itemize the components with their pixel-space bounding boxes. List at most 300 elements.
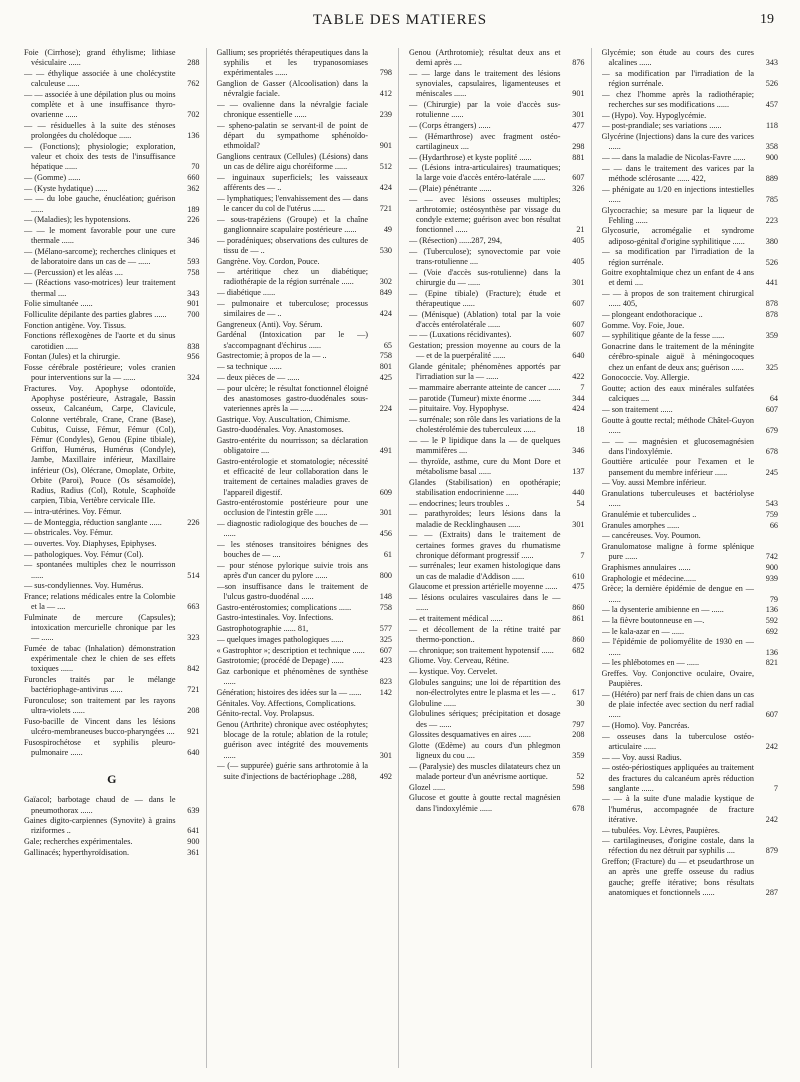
index-entry-page: 52 — [576, 772, 585, 782]
index-entry-text: — lésions oculaires vasculaires dans le — ...... — [409, 593, 561, 613]
index-entry-page: 79 — [769, 594, 778, 604]
index-entry-text: — (Gomme) ...... — [24, 172, 81, 182]
index-entry — [217, 656, 393, 666]
index-entry-text: Fontan (Jules) et la chirurgie. — [24, 352, 121, 362]
index-entry — [217, 362, 393, 372]
index-entry-page: 405 — [572, 236, 585, 246]
index-entry-page: 593 — [187, 257, 200, 267]
index-entry — [24, 518, 200, 528]
index-entry — [602, 321, 779, 331]
index-entry — [602, 531, 779, 541]
index-entry-text: — — large dans le traitement des lésions synoviales, capsulaires, ligamenteuses et méniscales ...... — [409, 68, 561, 99]
index-entry — [24, 848, 200, 858]
index-entry-page: 861 — [572, 613, 585, 623]
index-entry-text: — la dysenterie amibienne en — ...... — [601, 605, 724, 615]
index-entry — [409, 582, 585, 592]
index-entry-page: 346 — [187, 236, 200, 246]
index-entry-page: 721 — [379, 204, 392, 214]
index-entry — [602, 690, 779, 721]
index-entry-page: 639 — [187, 805, 200, 815]
index-entry-page: 136 — [765, 647, 778, 657]
index-entry-text: — sus-condyliennes. Voy. Humérus. — [24, 581, 144, 591]
index-entry-text: — cartilagineuses, d'origine costale, dans la réfection du nez détruit par syphilis .... — [601, 836, 754, 856]
index-entry-text: Genou (Arthrotomie); résultat deux ans et demi après .... — [409, 48, 561, 68]
index-entry-page: 610 — [572, 571, 585, 581]
index-entry-text: — (Fonctions); physiologie; exploration, valeur et choix des tests de l'insuffisance hépatique ...... — [24, 141, 176, 172]
index-entry-text: — osseuses dans la tuberculose ostéo-articulaire ...... — [601, 731, 754, 751]
index-entry-text: Gliome. Voy. Cerveau, Rétine. — [409, 656, 509, 666]
index-entry — [602, 69, 779, 89]
index-entry-page: 405 — [572, 257, 585, 267]
index-entry — [217, 152, 393, 172]
index-entry-page: 325 — [379, 634, 392, 644]
index-entry-page: 325 — [765, 362, 778, 372]
index-entry — [409, 561, 585, 581]
index-entry-page: 21 — [576, 225, 585, 235]
index-entry-text: — — le moment favorable pour une cure thermale ...... — [24, 225, 176, 246]
index-entry — [409, 625, 585, 645]
index-entry-text: — quelques images pathologiques ...... — [216, 634, 344, 644]
index-entry-text: — (Hypo). Voy. Hypoglycémie. — [601, 110, 707, 120]
index-entry — [409, 153, 585, 163]
index-entry-page: 189 — [187, 204, 200, 214]
index-entry — [409, 404, 585, 414]
index-entry-text: Gangrène. Voy. Cordon, Pouce. — [216, 256, 320, 266]
index-entry-page: 301 — [572, 110, 585, 120]
index-entry-text: Gomme. Voy. Foie, Joue. — [601, 320, 685, 330]
index-entry-text: — diagnostic radiologique des bouches de — ...... — [216, 519, 368, 539]
index-entry — [24, 278, 200, 298]
index-entry-page: 424 — [379, 309, 392, 319]
index-entry — [24, 215, 200, 225]
index-entry-text: Gaines digito-carpiennes (Synovite) à grains riziformes .. — [24, 816, 176, 836]
index-entry-text: Gangreneux (Anti). Voy. Sérum. — [216, 319, 323, 329]
index-entry — [24, 592, 200, 612]
index-entry-page: 358 — [765, 142, 778, 152]
index-entry — [409, 100, 585, 120]
index-entry-text: Folliculite dépilante des parties glabres ...... — [24, 310, 167, 320]
index-entry — [217, 48, 393, 79]
index-entry — [217, 688, 393, 698]
index-entry-text: — spheno-palatin se servant-il de point de départ du sympathome sphénoïdo-ethmoïdal? — [216, 120, 368, 151]
index-entry — [409, 268, 585, 288]
index-entry — [602, 342, 779, 373]
index-entry — [409, 195, 585, 236]
index-entry-page: 424 — [572, 404, 585, 414]
index-column-2 — [217, 48, 400, 1068]
index-entry-page: 323 — [187, 633, 200, 643]
index-entry-page: 876 — [572, 58, 585, 68]
index-entry — [217, 299, 393, 319]
index-entry-text: — (Ménisque) (Ablation) total par la voie d'accès entérolatérale ...... — [409, 309, 561, 329]
index-entry-page: 491 — [379, 446, 392, 456]
index-entry — [602, 732, 779, 752]
index-entry — [217, 582, 393, 602]
index-entry — [602, 416, 779, 436]
index-entry-text: Glycocrachie; sa mesure par la liqueur de Fehling ...... — [601, 205, 754, 225]
index-entry — [409, 793, 585, 813]
index-entry — [409, 383, 585, 393]
index-entry — [24, 613, 200, 644]
index-entry — [602, 763, 779, 794]
index-entry-text: Grèce; la dernière épidémie de dengue en — ...... — [601, 584, 754, 604]
index-entry — [409, 499, 585, 509]
index-entry — [602, 616, 779, 626]
index-entry-text: Glossites desquamatives en aires ...... — [409, 730, 531, 740]
index-entry-page: 878 — [765, 310, 778, 320]
index-entry — [602, 521, 779, 531]
index-entry-text: Gaz carbonique et phénomènes de synthèse ...... — [216, 666, 368, 687]
index-entry-page: 54 — [576, 498, 585, 508]
index-entry-text: Fosse cérébrale postérieure; voles cranien pour interventions sur la — ...... — [24, 363, 176, 383]
index-entry — [24, 321, 200, 331]
index-entry-page: 530 — [379, 245, 392, 255]
index-entry-text: — parathyroïdes; leurs lésions dans la maladie de Recklinghausen ...... — [409, 509, 561, 529]
index-entry — [217, 540, 393, 560]
index-entry-page: 607 — [572, 319, 585, 329]
index-entry-page: 758 — [379, 351, 392, 361]
index-entry — [24, 507, 200, 517]
index-entry-text: — intra-utérines. Voy. Fémur. — [24, 506, 122, 516]
index-entry-page: 742 — [765, 552, 778, 562]
index-entry-text: Génito-rectal. Voy. Prolapsus. — [216, 709, 315, 719]
index-entry — [217, 425, 393, 435]
index-entry-page: 860 — [572, 603, 585, 613]
index-entry-page: 900 — [765, 153, 778, 163]
index-entry — [217, 320, 393, 330]
index-entry — [217, 613, 393, 623]
index-entry-page: 679 — [765, 425, 778, 435]
index-entry-text: Glandes (Stabilisation) en opothérapie; stabilisation endocrinienne ...... — [409, 477, 561, 498]
index-entry — [217, 761, 393, 781]
index-entry-text: — le kala-azar en — ...... — [601, 626, 685, 636]
index-entry-text: Gouttière articulée pour l'examen et le pansement du membre inférieur ...... — [601, 457, 754, 477]
index-entry-page: 598 — [572, 782, 585, 792]
index-entry-text: — — — magnésien et glucosemagnésien dans l'indoxylémie. — [601, 436, 754, 456]
index-entry — [409, 614, 585, 624]
index-entry-text: Fulminate de mercure (Capsules); intoxication mercurielle chronique par les — ...... — [24, 612, 176, 643]
index-entry-text: — sa modification par l'irradiation de la région surrénale. — [601, 247, 754, 267]
index-entry — [602, 826, 779, 836]
index-entry-page: 440 — [572, 488, 585, 498]
index-entry — [409, 593, 585, 613]
index-entry-text: — spontanées multiples chez le nourrisson ...... — [24, 560, 176, 580]
index-entry — [217, 646, 393, 656]
index-entry-text: — — (Luxations récidivantes). — [409, 330, 512, 340]
index-entry-text: — pour ulcère; le résultat fonctionnel éloigné des anastomoses gastro-duodénales sous-vateriennes après la — ...... — [216, 383, 368, 413]
index-entry-text: Gastro-entérostomie postérieure pour une occlusion de l'intestin grêle ...... — [216, 498, 368, 518]
index-entry — [217, 667, 393, 687]
index-entry-page: 242 — [765, 814, 778, 824]
index-entry-text: — (Percussion) et les aléas .... — [24, 267, 123, 277]
index-entry — [602, 384, 779, 404]
index-entry-page: 423 — [379, 656, 392, 666]
index-entry-text: — — ovalienne dans la névralgie faciale chronique essentielle ...... — [216, 100, 368, 120]
index-entry-page: 800 — [379, 571, 392, 581]
index-entry — [24, 581, 200, 591]
index-entry — [217, 384, 393, 415]
index-entry — [217, 194, 393, 214]
index-entry-text: — inguinaux superficiels; les vaisseaux afférents des — .. — [216, 172, 368, 193]
index-entry-text: Ganglions centraux (Cellules) (Lésions) dans un cas de délire aigu choréiforme ...... — [216, 152, 368, 172]
index-entry-page: 343 — [765, 58, 778, 68]
index-entry — [602, 542, 779, 562]
index-entry-text: — (Epine tibiale) (Fracture); étude et thérapeutique ...... — [409, 288, 561, 308]
index-entry — [602, 669, 779, 689]
index-entry — [24, 226, 200, 246]
index-entry-text: Glaucome et pression artérielle moyenne ...... — [409, 582, 558, 592]
index-entry — [409, 741, 585, 761]
index-entry-page: 239 — [379, 110, 392, 120]
index-entry-page: 224 — [379, 403, 392, 413]
index-entry — [24, 121, 200, 141]
index-entry — [602, 226, 779, 246]
index-entry-text: Granules amorphes ...... — [601, 520, 680, 530]
index-entry — [602, 331, 779, 341]
index-entry-page: 7 — [773, 783, 778, 793]
index-entry-text: Génération; histoires des idées sur la — ...... — [216, 687, 362, 697]
index-entry-text: — sous-trapéziens (Groupe) et la chaîne ganglionnaire scapulaire postérieure ...... — [216, 214, 368, 234]
index-entry-page: 901 — [187, 299, 200, 309]
index-entry-text: — (Homo). Voy. Pancréas. — [601, 721, 690, 730]
index-entry-text: Ganglion de Gasser (Alcoolisation) dans la névralgie faciale. — [216, 79, 368, 99]
index-entry-text: Glotte (Œdème) au cours d'un phlegmon ligneux du cou .... — [409, 740, 561, 761]
index-entry — [217, 351, 393, 361]
index-entry-page: 344 — [572, 393, 585, 403]
index-entry-page: 759 — [765, 509, 778, 519]
index-entry-text: — lymphatiques; l'envahissement des — dans le cancer du col de l'utérus ...... — [216, 193, 368, 214]
index-entry-page: 361 — [187, 847, 200, 857]
index-entry-text: — (Voie d'accès sus-rotulienne) dans la chirurgie du — ...... — [409, 267, 561, 287]
index-entry-text: — (Corps étrangers) ...... — [409, 120, 491, 130]
index-entry — [24, 795, 200, 815]
index-entry-text: — (Résection) ......287, 294, — [409, 236, 503, 246]
index-entry — [602, 637, 779, 657]
index-entry-page: 492 — [379, 771, 392, 781]
index-entry-page: 136 — [187, 131, 200, 141]
index-entry-page: 301 — [572, 519, 585, 529]
index-entry — [409, 48, 585, 68]
index-entry-page: 422 — [572, 372, 585, 382]
index-entry-text: — ouvertes. Voy. Diaphyses, Epiphyses. — [24, 539, 157, 549]
index-entry-page: 49 — [383, 224, 392, 234]
index-entry — [409, 415, 585, 435]
index-entry — [24, 48, 200, 68]
index-entry — [409, 163, 585, 183]
index-entry-page: 526 — [765, 79, 778, 89]
index-entry — [409, 184, 585, 194]
index-entry-text: Globules sanguins; une loi de répartition des non-électrolytes entre le plasma et les — .. — [409, 677, 561, 697]
index-entry-text: — les sténoses transitoires bénignes des bouches de — .... — [216, 540, 368, 560]
index-entry-text: — la fièvre boutonneuse en —. — [601, 615, 705, 625]
index-entry — [602, 289, 779, 309]
index-entry — [24, 675, 200, 695]
index-entry — [602, 658, 779, 668]
index-entry — [217, 436, 393, 456]
index-entry-text: Fonctions réflexogènes de l'aorte et du sinus carotidien ...... — [24, 331, 176, 351]
index-entry-text: Granulomatose maligne à forme splénique pure ...... — [601, 542, 754, 562]
index-column-3 — [409, 48, 592, 1068]
index-entry-text: — surrénales; leur examen histologique dans un cas de maladie d'Addison ...... — [409, 561, 561, 581]
index-entry — [24, 644, 200, 675]
index-entry — [24, 247, 200, 267]
running-title: TABLE DES MATIERES — [312, 12, 488, 28]
index-entry-text: — (Réactions vaso-motrices) leur traitement thermal .... — [24, 278, 176, 298]
index-entry — [217, 561, 393, 581]
index-entry-page: 607 — [379, 645, 392, 655]
index-entry-text: Fractures. Voy. Apophyse odontoïde, Apophyse postérieure, Astragale, Bassin osseux, Calcanéum, Carpe, Clavicule, Colonne vertébrale, Crane, Crane (Base), Cubitus, Cuisse, Fémur, Fémur (Col), Fémur (Condyles), Genou (Epine tibiale), Griffon, Humérus, Humérus (Condyle), Jambe, Maxillaire inférieur, Maxillaire inférieur (Os), Olécrane, Omoplate, Orbite, Orbite (Paroi), Pouce (Os sésamoïde), Radius, Radius (Col), Rotule, Scaphoïde carpien, Tibia, Vertèbre cervicale IIIe. — [24, 384, 176, 506]
index-entry — [217, 121, 393, 152]
index-entry-text: — (— suppurée) guérie sans arthrotomie à la suite d'injections de bactériophage ..288, — [216, 761, 368, 781]
index-entry — [24, 816, 200, 836]
index-entry-page: 477 — [572, 120, 585, 130]
index-entry — [217, 635, 393, 645]
index-entry — [409, 69, 585, 100]
index-entry-text: — — le P lipidique dans la — de quelques mammifères .... — [409, 436, 561, 456]
index-entry-text: Génitales. Voy. Affections, Complications. — [216, 698, 356, 708]
index-entry-page: 148 — [379, 592, 392, 602]
index-entry-page: 607 — [572, 298, 585, 308]
index-entry — [217, 267, 393, 287]
index-entry-page: 901 — [379, 141, 392, 151]
index-entry-text: — post-prandiale; ses variations ...... — [601, 121, 722, 131]
index-entry-text: Gonococcie. Voy. Allergie. — [601, 373, 690, 383]
index-entry-page: 860 — [572, 634, 585, 644]
index-entry-text: Fuso-bacille de Vincent dans les lésions ulcéro-membraneuses bucco-pharyngées .... — [24, 717, 176, 737]
index-entry — [409, 341, 585, 361]
index-entry-text: Gastro-entérologie et stomatologie; nécessité et efficacité de leur collaboration dans le traitement de certaines maladies graves de l'appareil digestif. — [216, 456, 368, 497]
index-entry-text: France; relations médicales entre la Colombie et la — .... — [24, 592, 176, 612]
index-entry-page: 797 — [572, 719, 585, 729]
index-entry-page: 762 — [187, 79, 200, 89]
index-entry-page: 441 — [765, 278, 778, 288]
index-entry-page: 801 — [379, 362, 392, 372]
index-column-4 — [602, 48, 785, 1068]
index-entry — [409, 699, 585, 709]
index-entry — [24, 560, 200, 580]
index-entry-page: 7 — [580, 550, 585, 560]
index-entry-text: Gale; recherches expérimentales. — [24, 837, 133, 847]
index-entry-text: — — Voy. aussi Radius. — [601, 752, 682, 762]
index-entry-page: 64 — [769, 394, 778, 404]
index-entry — [217, 288, 393, 298]
index-entry-page: 298 — [572, 141, 585, 151]
index-entry-page: 900 — [187, 837, 200, 847]
index-entry-text: Folie simultanée ...... — [24, 299, 93, 309]
index-entry — [602, 574, 779, 584]
index-entry-page: 609 — [379, 487, 392, 497]
index-entry-text: — phénigate au 1/20 en injections intestielles ...... — [601, 184, 754, 204]
index-entry — [217, 215, 393, 235]
index-entry-text: — plongeant endothoracique .. — [601, 310, 703, 320]
index-entry — [602, 794, 779, 825]
index-entry-page: 457 — [765, 100, 778, 110]
index-entry — [409, 132, 585, 152]
index-entry-text: Furonculose; son traitement par les rayons ultra-violets ...... — [24, 696, 176, 716]
index-entry — [409, 656, 585, 666]
index-entry — [409, 457, 585, 477]
index-entry — [24, 142, 200, 173]
index-entry-page: 879 — [765, 846, 778, 856]
index-entry-page: 287 — [765, 887, 778, 897]
index-entry — [24, 194, 200, 214]
index-entry — [602, 310, 779, 320]
index-entry-text: Glycosurie, acromégalie et syndrome adiposo-génital d'origine syphilitique ...... — [601, 226, 754, 246]
index-entry-page: 878 — [765, 299, 778, 309]
index-entry-text: — — à propos de son traitement chirurgical ...... 405, — [601, 289, 754, 309]
index-entry-text: — chez l'homme après la radiothérapie; recherches sur ses modifications ...... — [601, 89, 754, 110]
index-entry — [602, 753, 779, 763]
index-entry-page: 663 — [187, 602, 200, 612]
index-entry-text: Gallinacés; hyperthyroïdisation. — [24, 847, 130, 857]
index-entry — [602, 132, 779, 152]
index-entry — [217, 373, 393, 383]
index-entry-text: Graphologie et médecine...... — [601, 573, 697, 583]
index-entry-page: 242 — [765, 741, 778, 751]
index-entry-text: — (Hémarthrose) avec fragment ostéo-cartilagineux .... — [409, 131, 561, 151]
index-entry-page: 61 — [383, 550, 392, 560]
index-entry-text: Greffon; (Fracture) du — et pseudarthrose un an après une greffe osseuse du radius gauche; greffe itérative; bons résultats anatomiques et fonctionnels ...... — [601, 857, 754, 897]
index-entry-text: — sa technique ...... — [216, 362, 282, 372]
index-entry-text: — endocrines; leurs troubles .. — [409, 498, 510, 508]
index-entry — [217, 79, 393, 99]
index-entry — [24, 384, 200, 506]
index-entry-text: Gastrophotographie ...... 81, — [216, 624, 309, 634]
index-entry-text: — — résiduelles à la suite des sténoses prolongées du cholédoque ...... — [24, 120, 176, 141]
index-entry-text: — chronique; son traitement hypotensif ...... — [409, 645, 554, 655]
index-entry-page: 702 — [187, 110, 200, 120]
index-entry — [217, 699, 393, 709]
index-entry-text: — les phlébotomes en — ...... — [601, 658, 700, 668]
index-entry-page: 577 — [379, 624, 392, 634]
index-entry-text: — l'épidémie de poliomyélite de 1930 en — ...... — [601, 637, 754, 657]
index-entry-text: — et traitement médical ...... — [409, 613, 503, 623]
index-entry-page: 607 — [765, 404, 778, 414]
index-entry-page: 343 — [187, 288, 200, 298]
index-entry — [409, 530, 585, 561]
index-entry-text: — pituitaire. Voy. Hypophyse. — [409, 404, 509, 414]
index-entry-text: Globuline ...... — [409, 698, 457, 708]
index-entry-text: Fumée de tabac (Inhalation) démonstration expérimentale chez le chien de ses effets toxiques ...... — [24, 644, 176, 674]
index-entry — [24, 528, 200, 538]
index-entry-page: 65 — [383, 340, 392, 350]
index-entry-page: 543 — [765, 499, 778, 509]
index-entry-text: Gestation; pression moyenne au cours de la — et de la puerpéralité ...... — [409, 341, 561, 361]
index-entry-page: 821 — [765, 658, 778, 668]
index-entry-page: 7 — [580, 383, 585, 392]
index-entry — [409, 509, 585, 529]
index-entry-text: Goitre exophtalmique chez un enfant de 4 ans et demi .... — [601, 268, 754, 288]
index-entry — [217, 236, 393, 256]
index-entry-page: 842 — [187, 664, 200, 674]
index-entry-page: 798 — [379, 68, 392, 78]
index-entry-page: 758 — [379, 602, 392, 612]
index-entry — [24, 363, 200, 383]
index-entry — [409, 330, 585, 340]
index-entry-page: 301 — [379, 508, 392, 518]
index-entry-page: 359 — [765, 331, 778, 341]
index-entry — [602, 405, 779, 415]
index-entry — [602, 121, 779, 131]
index-entry-text: — pour sténose pylorique suivie trois ans après d'un cancer du pylore ...... — [216, 560, 368, 581]
index-entry-page: 118 — [766, 121, 778, 131]
index-entry-text: — tubulées. Voy. Lèvres, Paupières. — [601, 825, 720, 835]
index-entry — [602, 48, 779, 68]
index-entry-text: — pathologiques. Voy. Fémur (Col). — [24, 549, 144, 559]
index-entry-text: Goutte à goutte rectal; méthode Châtel-Guyon ...... — [601, 415, 754, 435]
index-entry-text: « Gastrophtor »; description et technique ...... — [216, 645, 365, 655]
index-entry — [217, 457, 393, 498]
